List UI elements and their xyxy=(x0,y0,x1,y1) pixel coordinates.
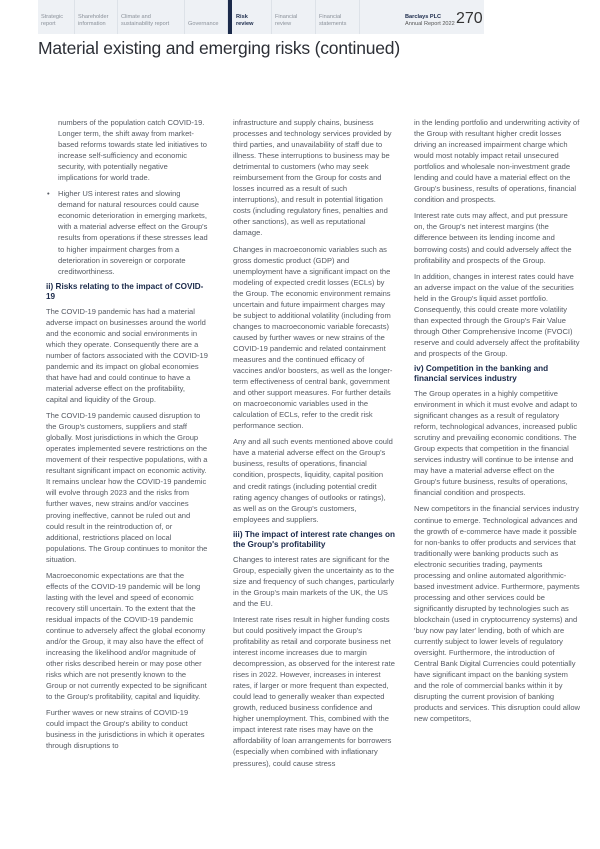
tab-label xyxy=(188,14,227,21)
report-name: Annual Report 2022 xyxy=(405,21,455,27)
paragraph: in the lending portfolio and underwriting activity of the Group with resultant higher credit losses driving an increased impairment charge which would most notably impact retail unsecured portfolios and wholesale non-investment grade lending and could have a material effect on the Group's business, results of operations, financial condition and prospects. xyxy=(414,118,580,205)
column-1 xyxy=(46,117,208,756)
tab-label: Climate and xyxy=(121,14,151,20)
paragraph: Further waves or new strains of COVID-19 could impact the Group's ability to conduct business in the jurisdictions in which it operates through disruptions to xyxy=(46,708,205,751)
tab-financial-statements[interactable] xyxy=(316,0,360,34)
tab-financial-review[interactable] xyxy=(272,0,316,34)
page-number: 270 xyxy=(456,10,483,27)
tab-label: Financial xyxy=(319,14,342,20)
tab-label: statements xyxy=(319,21,347,27)
paragraph: Macroeconomic expectations are that the effects of the COVID-19 pandemic will be long lasting with the level and speed of economic recovery still uncertain. To the extent that the residual impacts of the COVID-19 pandemic continue to adversely affect the global economy and/or the Group, it may also have the effect of increasing the likelihood and/or magnitude of other risks described herein or may pose other risks which are not presently known to the Group or not currently expected to be significant to the Group's profitability, capital and liquidity. xyxy=(46,570,207,702)
tab-label: Strategic xyxy=(41,14,64,20)
tab-governance[interactable] xyxy=(185,0,228,34)
paragraph: In addition, changes in interest rates could have an adverse impact on the value of the securities held in the Group's liquid asset portfolio. Consequently, this could create more volatility than expected through the Group's Fair Value through Other Comprehensive Income (FVOCI) reserve and could adversely affect the profitability and prospects of the Group. xyxy=(414,271,580,358)
tab-label: Governance xyxy=(188,21,219,27)
tab-label: sustainability report xyxy=(121,21,170,27)
tab-strategic-report[interactable] xyxy=(38,0,75,34)
paragraph: infrastructure and supply chains, business processes and technology services provided by third parties, and unavailability of staff due to illness. These interruptions to business may be detrimental to customers (who may seek reimbursement from the Group for costs and losses incurred as a result of such interruptions), and result in potential litigation costs (including regulatory fines, penalties and other sanctions), as well as reputational damage. xyxy=(233,118,392,238)
paragraph: Changes in macroeconomic variables such as gross domestic product (GDP) and unemployment have a significant impact on the modeling of expected credit losses (ECLs) by the Group. The economic environment remains uncertain and future impairment charges may be subject to additional volatility (including from changes to macroeconomic variable forecasts) caused by further waves or new strains of the COVID-19 pandemic and related containment measures and the continued efficacy of vaccines and/or boosters, as well as the longer-term effectiveness of central bank, government and other support measures. For further details on macroeconomic variables used in the calculation of ECLs, refer to the credit risk performance section. xyxy=(233,244,393,431)
paragraph: Changes to interest rates are significant for the Group, especially given the uncertainty as to the size and frequency of such changes, particularly in the Group's main markets of the UK, the US and the EU. xyxy=(233,554,395,608)
bullet-item: • Higher US interest rates and slowing demand for natural resources could cause economic deterioration in emerging markets, with a material adverse effect on the Group's results from operations if these stresses lead to higher impairment charges from a deterioration in sovereign or corporate creditworthiness. xyxy=(58,188,208,276)
paragraph: New competitors in the financial services industry continue to emerge. Technological advances and the growth of e-commerce have made it possible for non-banks to offer products and services that traditionally were banking products such as electronic securities trading, payments processing and online automated algorithmic-based investment advice. Furthermore, payments processing and other services could be significantly disrupted by technologies such as blockchain (used in cryptocurrency systems) and 'buy now pay later' lending, both of which are currently subject to lower levels of regulatory oversight. Furthermore, the introduction of Central Bank Digital Currencies could potentially have significant impact on the banking system and the role of commercial banks within it by disrupting the current provision of banking products and services. This disruption could allow new competitors, xyxy=(414,504,580,724)
tab-label: Financial xyxy=(275,14,298,20)
paragraph: The Group operates in a highly competitive environment in which it must evolve and adapt to significant changes as a result of regulatory reform, technological advances, increased public scrutiny and prevailing economic conditions. The Group expects that competition in the financial services industry will continue to be intense and may have a material adverse effect on the Group's future business, results of operations, financial condition and prospects. xyxy=(414,388,578,498)
brand-name: Barclays PLC xyxy=(405,14,442,20)
section-heading: ii) Risks relating to the impact of COVID-19 xyxy=(46,281,204,302)
bullet-list xyxy=(46,188,208,276)
paragraph: The COVID-19 pandemic caused disruption to the Group's customers, suppliers and staff globally. Most jurisdictions in which the Group operates implemented severe restrictions on the movement of their respective populations, with a resultant significant impact on economic activity. It remains unclear how the COVID-19 pandemic will evolve through 2023 and the risks from further waves, new strains and/or vaccines proving ineffective, cannot be ruled out and could result in the reintroduction of, or additional, restrictions placed on local populations. The Group continues to monitor the situation. xyxy=(46,411,208,564)
paragraph: numbers of the population catch COVID-19. Longer term, the shift away from market-based reforms towards state led initiatives to increase self-sufficiency and economic security, with potentially negative implications for world trade. xyxy=(58,118,207,183)
tab-shareholder-information[interactable] xyxy=(75,0,118,34)
tab-label: review xyxy=(236,21,254,27)
tab-label: Shareholder xyxy=(78,14,109,20)
tab-climate-sustainability[interactable] xyxy=(118,0,185,34)
paragraph: The COVID-19 pandemic has had a material adverse impact on businesses around the world and the economic and social environments in which they operate. Consequently there are a number of factors associated with the COVID-19 pandemic and its impact on global economies that have had and could continue to have a material adverse effect on the profitability, capital and liquidity of the Group. xyxy=(46,306,208,405)
section-heading: iv) Competition in the banking and financial services industry xyxy=(414,363,549,384)
paragraph: Interest rate rises result in higher funding costs but could positively impact the Group's profitability as retail and corporate business net interest income increases due to margin decompression, as observed for the interest rate rises in 2022. However, increases in interest rates, if larger or more frequent than expected, could lead to generally weaker than expected growth, reduced business confidence and higher unemployment. This, combined with the impact interest rate rises may have on the affordability of loan arrangements for borrowers (especially when combined with inflationary pressures), could cause stress xyxy=(233,614,395,768)
page-title: Material existing and emerging risks (continued) xyxy=(38,38,400,58)
tab-risk-review[interactable] xyxy=(228,0,272,34)
tab-label: information xyxy=(78,21,106,27)
paragraph: Interest rate cuts may affect, and put pressure on, the Group's net interest margins (the difference between its lending income and borrowing costs) and could adversely affect the profitability and prospects of the Group. xyxy=(414,211,572,265)
column-3 xyxy=(414,117,580,729)
section-heading: iii) The impact of interest rate changes on the Group's profitability xyxy=(233,529,395,550)
paragraph: Any and all such events mentioned above could have a material adverse effect on the Group's business, results of operations, financial condition, prospects, liquidity, capital position and credit ratings (including potential credit rating agency changes of outlooks or ratings), as well as on the Group's customers, employees and suppliers. xyxy=(233,437,393,524)
tab-label: review xyxy=(275,21,292,27)
report-brand xyxy=(405,14,455,28)
tab-label: report xyxy=(41,21,56,27)
tab-label: Risk xyxy=(236,14,248,20)
column-2 xyxy=(233,117,395,774)
